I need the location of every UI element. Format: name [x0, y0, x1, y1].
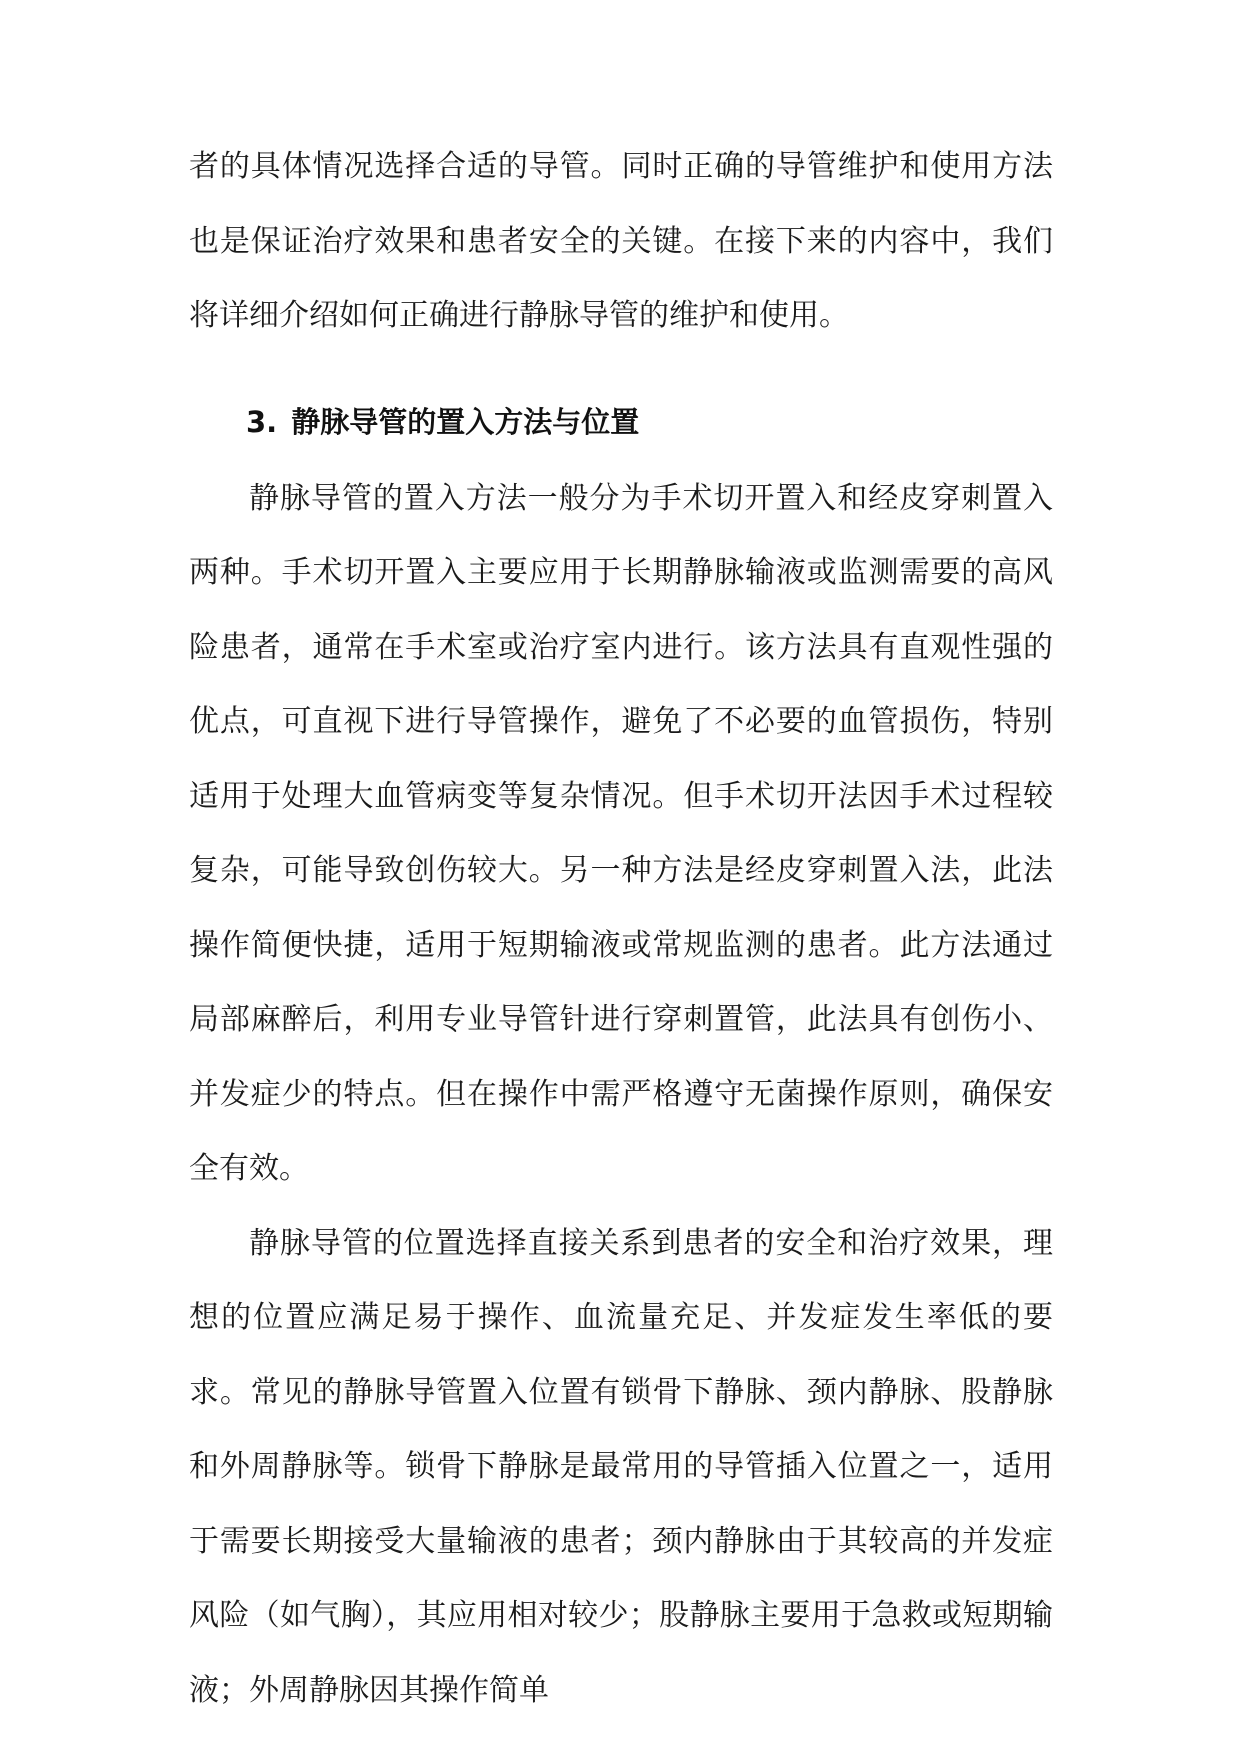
intro-paragraph: 者的具体情况选择合适的导管。同时正确的导管维护和使用方法也是保证治疗效果和患者安全的关键。在接下来的内容中，我们将详细介绍如何正确进行静脉导管的维护和使用。	[189, 149, 1053, 333]
section-title: 静脉导管的置入方法与位置	[291, 404, 640, 439]
paragraph-placement-methods: 静脉导管的置入方法一般分为手术切开置入和经皮穿刺置入两种。手术切开置入主要应用于长期静脉输液或监测需要的高风险患者，通常在手术室或治疗室内进行。该方法具有直观性强的优点，可直视下进行导管操作，避免了不必要的血管损伤，特别适用于处理大血管病变等复杂情况。但手术切开法因手术过程较复杂，可能导致创伤较大。另一种方法是经皮穿刺置入法，此法操作简便快捷，适用于短期输液或常规监测的患者。此方法通过局部麻醉后，利用专业导管针进行穿刺置管，此法具有创伤小、并发症少的特点。但在操作中需严格遵守无菌操作原则，确保安全有效。	[189, 480, 1053, 1186]
section-heading	[189, 382, 1053, 462]
text-column	[189, 130, 1053, 1728]
section-number: 3.	[246, 404, 278, 439]
paragraph-placement-locations: 静脉导管的位置选择直接关系到患者的安全和治疗效果，理想的位置应满足易于操作、血流量充足、并发症发生率低的要求。常见的静脉导管置入位置有锁骨下静脉、颈内静脉、股静脉和外周静脉等。锁骨下静脉是最常用的导管插入位置之一，适用于需要长期接受大量输液的患者；颈内静脉由于其较高的并发症风险（如气胸），其应用相对较少；股静脉主要用于急救或短期输液；外周静脉因其操作简单	[189, 1225, 1053, 1708]
